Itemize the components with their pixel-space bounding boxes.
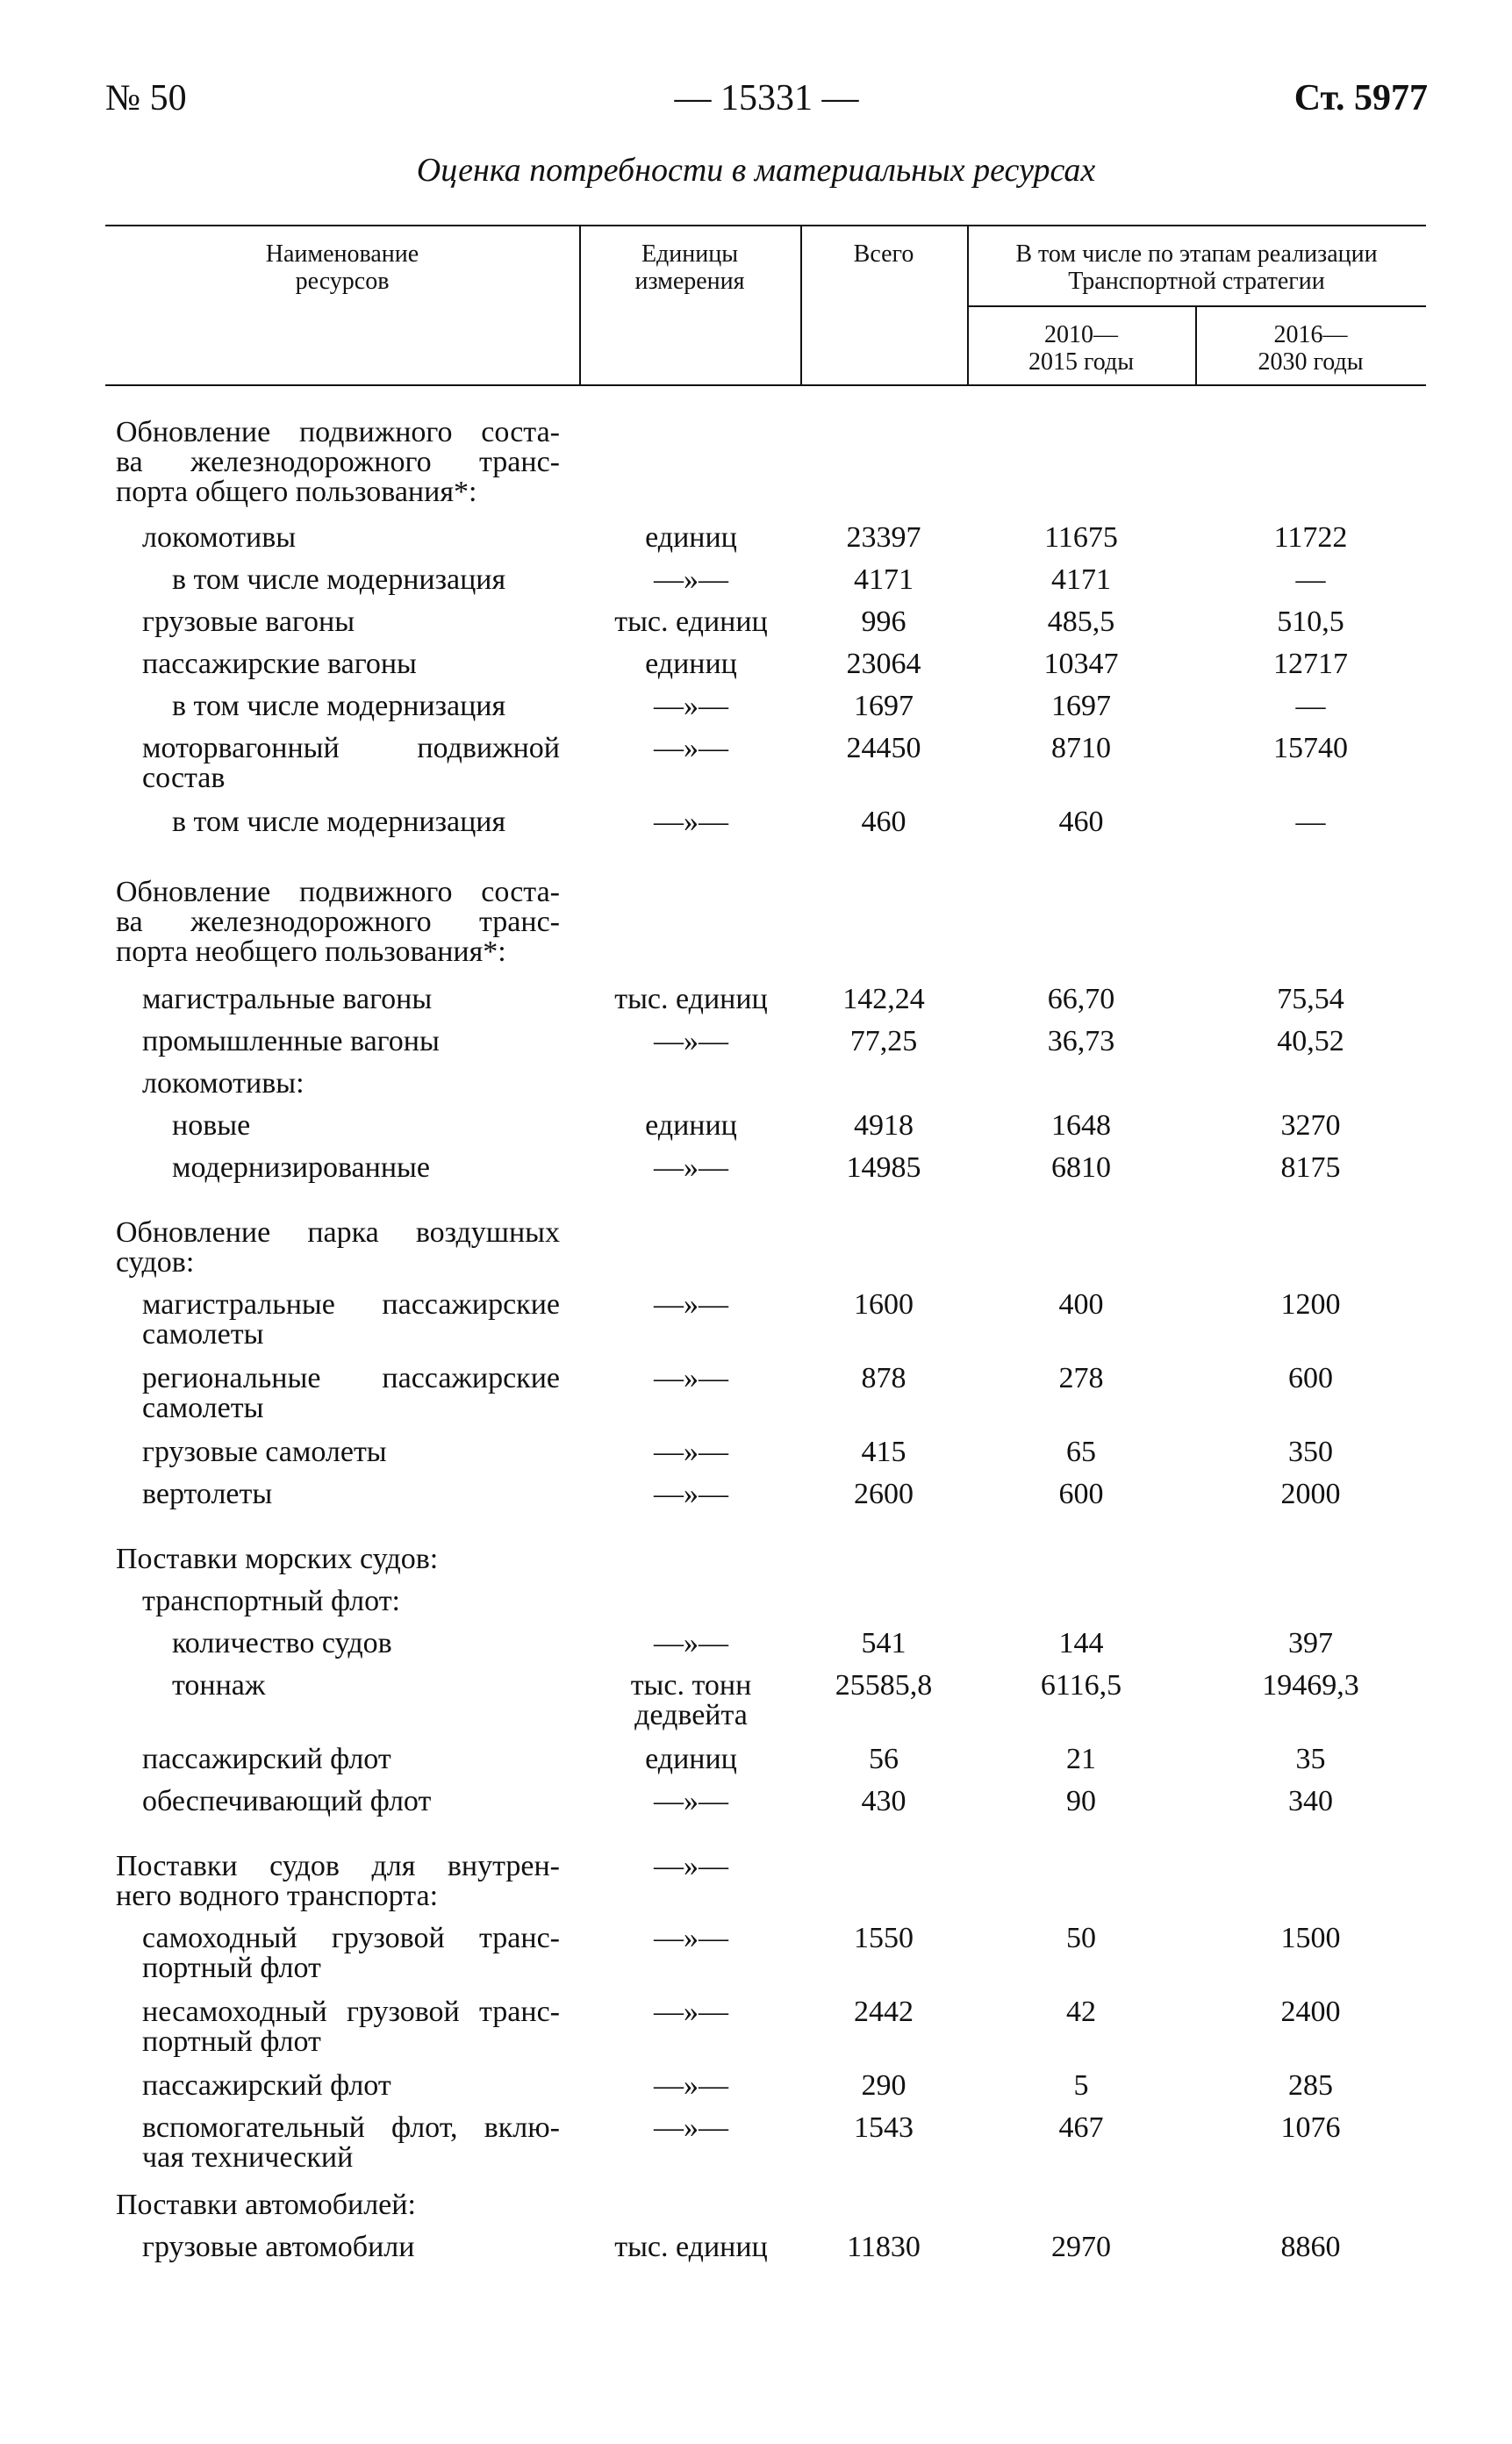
- total-cell: [800, 1671, 967, 1701]
- period-2010-2015-cell-line: 6116,5: [1040, 1669, 1122, 1702]
- total-cell-line: 4171: [854, 563, 914, 596]
- period-2010-2015-cell-line: 1697: [1051, 690, 1111, 722]
- resource-name: [142, 1290, 560, 1350]
- total-cell: [800, 1787, 967, 1817]
- unit-cell: [579, 1437, 803, 1467]
- resource-name-line: Поставки автомобилей:: [116, 2189, 416, 2221]
- total-cell-line: 1543: [854, 2111, 914, 2144]
- period-2016-2030-cell: [1195, 734, 1426, 763]
- resource-name: [142, 2071, 560, 2101]
- period-2016-2030-cell-line: 11722: [1273, 521, 1348, 554]
- resource-name: [172, 807, 560, 837]
- unit-cell-line: —»—: [654, 690, 728, 722]
- period-2016-2030-cell: [1195, 1364, 1426, 1394]
- page-number: — 15331 —: [674, 78, 859, 118]
- unit-cell: [579, 1364, 803, 1394]
- unit-cell: [579, 2233, 803, 2262]
- unit-cell-line: единиц: [645, 1109, 737, 1142]
- column-header-period-line: 2015 годы: [1028, 348, 1135, 376]
- period-2010-2015-cell-line: 144: [1058, 1627, 1104, 1659]
- total-cell: [800, 1364, 967, 1394]
- total-cell-line: 11830: [847, 2231, 921, 2263]
- resource-name: [172, 1111, 560, 1141]
- unit-cell: [579, 807, 803, 837]
- resource-name-line: грузовые самолеты: [142, 1436, 387, 1468]
- period-2016-2030-cell: [1195, 2233, 1426, 2262]
- resource-name-line: ва железнодорожного транс-: [116, 446, 560, 478]
- total-cell: [800, 807, 967, 837]
- period-2010-2015-cell-line: 36,73: [1047, 1025, 1115, 1057]
- unit-cell: [579, 1852, 803, 1881]
- resource-name: [142, 1924, 560, 1983]
- period-2010-2015-cell: [967, 1671, 1195, 1701]
- resource-name-line: региональные пассажирские: [142, 1362, 560, 1394]
- period-2010-2015-cell-line: 10347: [1043, 648, 1119, 680]
- total-cell-line: 24450: [846, 732, 921, 764]
- resource-name: [116, 1852, 560, 1911]
- period-2010-2015-cell: [967, 1629, 1195, 1659]
- total-cell: [800, 1629, 967, 1659]
- period-2010-2015-cell: [967, 1480, 1195, 1509]
- period-2016-2030-cell-line: 8175: [1280, 1151, 1341, 1184]
- resource-name-line: Обновление подвижного соста-: [116, 416, 560, 448]
- column-header-period-line: 2016—: [1273, 321, 1348, 348]
- resource-name: [172, 565, 560, 595]
- period-2010-2015-cell-line: 467: [1058, 2111, 1104, 2144]
- resource-name-line: моторвагонный подвижной: [142, 732, 560, 764]
- resource-name-line: пассажирский флот: [142, 2069, 391, 2102]
- resource-name-line: порта общего пользования*:: [116, 476, 477, 508]
- resource-name: [142, 523, 560, 553]
- unit-cell: [579, 1153, 803, 1183]
- period-2016-2030-cell-line: 75,54: [1277, 983, 1344, 1015]
- period-2010-2015-cell: [967, 607, 1195, 637]
- total-cell: [800, 1153, 967, 1183]
- resource-name: [142, 1787, 560, 1817]
- resource-name-line: грузовые автомобили: [142, 2231, 415, 2263]
- resource-name: [116, 2190, 560, 2220]
- period-2016-2030-cell-line: 35: [1295, 1743, 1326, 1775]
- period-2016-2030-cell: [1195, 1629, 1426, 1659]
- period-2016-2030-cell: [1195, 1671, 1426, 1701]
- period-2010-2015-cell: [967, 692, 1195, 721]
- resource-name-line: судов:: [116, 1246, 195, 1279]
- table-top-rule: [105, 225, 1426, 226]
- period-2010-2015-cell: [967, 807, 1195, 837]
- column-header-period-line: 2010—: [1044, 321, 1118, 348]
- resource-name-line: несамоходный грузовой транс-: [142, 1996, 560, 2028]
- total-cell-line: 23397: [846, 521, 921, 554]
- period-2010-2015-cell: [967, 1364, 1195, 1394]
- total-cell-line: 1550: [854, 1922, 914, 1954]
- period-2010-2015-cell-line: 50: [1066, 1922, 1096, 1954]
- resource-name: [142, 1069, 560, 1099]
- period-2016-2030-cell: [1195, 1153, 1426, 1183]
- column-header-period-line: 2030 годы: [1258, 348, 1364, 376]
- resource-name: [142, 1587, 560, 1616]
- period-2010-2015-cell: [967, 2113, 1195, 2143]
- total-cell-line: 4918: [854, 1109, 914, 1142]
- unit-cell: [579, 1671, 803, 1731]
- period-2016-2030-cell: [1195, 985, 1426, 1014]
- resource-name-line: магистральные вагоны: [142, 983, 433, 1015]
- resource-name-line: вертолеты: [142, 1478, 273, 1510]
- period-2010-2015-cell: [967, 1027, 1195, 1057]
- resource-name-line: Обновление подвижного соста-: [116, 876, 560, 908]
- unit-cell: [579, 692, 803, 721]
- period-2010-2015-cell: [967, 649, 1195, 679]
- total-cell-line: 415: [861, 1436, 906, 1468]
- resource-name-line: количество судов: [172, 1627, 392, 1659]
- period-2010-2015-cell: [967, 1437, 1195, 1467]
- column-header-stages: [967, 240, 1426, 295]
- resource-name: [142, 649, 560, 679]
- total-cell-line: 25585,8: [835, 1669, 933, 1702]
- total-cell: [800, 734, 967, 763]
- resource-name-line: в том числе модернизация: [172, 563, 506, 596]
- unit-cell: [579, 2113, 803, 2143]
- resource-name-line: самолеты: [142, 1318, 264, 1351]
- period-2016-2030-cell-line: 2000: [1280, 1478, 1341, 1510]
- period-2010-2015-cell-line: 42: [1066, 1996, 1096, 2028]
- total-cell-line: 996: [861, 606, 906, 638]
- unit-cell-line: —»—: [654, 1922, 728, 1954]
- period-2016-2030-cell-line: 12717: [1273, 648, 1348, 680]
- total-cell-line: 142,24: [842, 983, 925, 1015]
- period-2010-2015-cell: [967, 1997, 1195, 2027]
- resource-name-line: в том числе модернизация: [172, 690, 506, 722]
- unit-cell-line: —»—: [654, 1151, 728, 1184]
- period-2016-2030-cell-line: 285: [1288, 2069, 1333, 2102]
- period-2010-2015-cell: [967, 1111, 1195, 1141]
- period-2010-2015-cell-line: 11675: [1044, 521, 1118, 554]
- period-2010-2015-cell-line: 460: [1058, 806, 1104, 838]
- unit-cell-line: —»—: [654, 1478, 728, 1510]
- resource-name: [142, 1027, 560, 1057]
- resource-name: [142, 985, 560, 1014]
- total-cell: [800, 2071, 967, 2101]
- unit-cell: [579, 1997, 803, 2027]
- resource-name: [172, 1629, 560, 1659]
- resource-name-line: пассажирский флот: [142, 1743, 391, 1775]
- total-cell: [800, 2113, 967, 2143]
- resource-name-line: вспомогательный флот, вклю-: [142, 2111, 560, 2144]
- unit-cell: [579, 734, 803, 763]
- period-2016-2030-cell: [1195, 2113, 1426, 2143]
- total-cell: [800, 607, 967, 637]
- unit-cell-line: —»—: [654, 732, 728, 764]
- column-header-stages-line: В том числе по этапам реализации: [1015, 240, 1378, 268]
- total-cell: [800, 1924, 967, 1953]
- period-2010-2015-cell: [967, 2233, 1195, 2262]
- resource-name: [172, 692, 560, 721]
- resource-name-line: самолеты: [142, 1392, 264, 1424]
- period-2016-2030-cell: [1195, 1111, 1426, 1141]
- unit-cell-line: —»—: [654, 1785, 728, 1817]
- period-2010-2015-cell: [967, 1787, 1195, 1817]
- period-2016-2030-cell-line: —: [1295, 806, 1326, 838]
- period-2010-2015-cell-line: 4171: [1051, 563, 1111, 596]
- unit-cell: [579, 1111, 803, 1141]
- unit-cell: [579, 523, 803, 553]
- period-2016-2030-cell-line: 350: [1288, 1436, 1333, 1468]
- period-2016-2030-cell: [1195, 607, 1426, 637]
- period-2016-2030-cell-line: 340: [1288, 1785, 1333, 1817]
- document-title: Оценка потребности в материальных ресурсах: [416, 152, 1096, 189]
- resource-name: [142, 2233, 560, 2262]
- unit-cell-line: тыс. единиц: [614, 2231, 768, 2263]
- unit-cell: [579, 1629, 803, 1659]
- period-2010-2015-cell-line: 600: [1058, 1478, 1104, 1510]
- total-cell: [800, 2233, 967, 2262]
- period-2010-2015-cell-line: 66,70: [1047, 983, 1115, 1015]
- period-2010-2015-cell-line: 400: [1058, 1288, 1104, 1321]
- period-2010-2015-cell: [967, 523, 1195, 553]
- period-2010-2015-cell: [967, 1924, 1195, 1953]
- issue-number: № 50: [105, 78, 187, 118]
- period-2010-2015-cell-line: 8710: [1051, 732, 1111, 764]
- resource-name: [116, 1218, 560, 1278]
- total-cell: [800, 1290, 967, 1320]
- unit-cell-line: тыс. единиц: [614, 606, 768, 638]
- resource-name: [142, 734, 560, 793]
- resource-name: [142, 607, 560, 637]
- period-2010-2015-cell: [967, 985, 1195, 1014]
- period-2010-2015-cell-line: 21: [1066, 1743, 1096, 1775]
- unit-cell-line: —»—: [654, 2111, 728, 2144]
- total-cell-line: 1600: [854, 1288, 914, 1321]
- total-cell: [800, 985, 967, 1014]
- page-header: [105, 77, 1428, 130]
- resource-name: [172, 1671, 560, 1701]
- period-2010-2015-cell-line: 485,5: [1047, 606, 1115, 638]
- unit-cell-line: —»—: [654, 1362, 728, 1394]
- unit-cell-line: дедвейта: [634, 1699, 748, 1731]
- resource-name-line: грузовые вагоны: [142, 606, 355, 638]
- unit-cell-line: —»—: [654, 563, 728, 596]
- total-cell-line: 56: [869, 1743, 899, 1775]
- period-2016-2030-cell-line: 8860: [1280, 2231, 1341, 2263]
- period-2016-2030-cell: [1195, 692, 1426, 721]
- total-cell: [800, 1480, 967, 1509]
- period-2010-2015-cell-line: 6810: [1051, 1151, 1111, 1184]
- period-2016-2030-cell: [1195, 1290, 1426, 1320]
- total-cell: [800, 1745, 967, 1774]
- resource-name: [142, 2113, 560, 2173]
- total-cell-line: 460: [861, 806, 906, 838]
- period-2016-2030-cell-line: 19469,3: [1262, 1669, 1359, 1702]
- period-2016-2030-cell-line: 3270: [1280, 1109, 1341, 1142]
- unit-cell-line: единиц: [645, 1743, 737, 1775]
- total-cell: [800, 1111, 967, 1141]
- column-header-name-line: Наименование: [265, 240, 419, 268]
- resource-name: [142, 1745, 560, 1774]
- period-2010-2015-cell: [967, 1745, 1195, 1774]
- unit-cell: [579, 1787, 803, 1817]
- unit-cell-line: —»—: [654, 1436, 728, 1468]
- period-2010-2015-cell-line: 65: [1066, 1436, 1096, 1468]
- period-2016-2030-cell: [1195, 565, 1426, 595]
- period-2010-2015-cell-line: 2970: [1051, 2231, 1111, 2263]
- total-cell: [800, 649, 967, 679]
- resource-name-line: Поставки судов для внутрен-: [116, 1850, 560, 1882]
- period-2016-2030-cell: [1195, 807, 1426, 837]
- unit-cell-line: единиц: [645, 648, 737, 680]
- period-2016-2030-cell: [1195, 1027, 1426, 1057]
- period-2010-2015-cell: [967, 565, 1195, 595]
- resource-name: [142, 1480, 560, 1509]
- total-cell-line: 23064: [846, 648, 921, 680]
- total-cell: [800, 692, 967, 721]
- resource-name-line: модернизированные: [172, 1151, 430, 1184]
- resource-name-line: Поставки морских судов:: [116, 1543, 439, 1575]
- unit-cell: [579, 2071, 803, 2101]
- resource-name-line: Обновление парка воздушных: [116, 1216, 560, 1249]
- resource-name-line: промышленные вагоны: [142, 1025, 440, 1057]
- resource-name: [142, 1437, 560, 1467]
- period-2010-2015-cell: [967, 734, 1195, 763]
- period-2016-2030-cell-line: 1076: [1280, 2111, 1341, 2144]
- resource-name-line: тоннаж: [172, 1669, 266, 1702]
- total-cell: [800, 565, 967, 595]
- resource-name-line: транспортный флот:: [142, 1585, 400, 1617]
- period-2016-2030-cell: [1195, 1924, 1426, 1953]
- article-number: Ст. 5977: [1293, 78, 1428, 118]
- unit-cell: [579, 607, 803, 637]
- total-cell-line: 1697: [854, 690, 914, 722]
- table-header-bottom-rule: [105, 384, 1426, 386]
- total-cell: [800, 1437, 967, 1467]
- period-2010-2015-cell-line: 5: [1073, 2069, 1089, 2102]
- resource-name-line: ва железнодорожного транс-: [116, 906, 560, 938]
- resource-name-line: порта необщего пользования*:: [116, 935, 506, 968]
- total-cell-line: 878: [861, 1362, 906, 1394]
- unit-cell-line: тыс. тонн: [630, 1669, 752, 1702]
- resource-name-line: в том числе модернизация: [172, 806, 506, 838]
- period-2016-2030-cell-line: 510,5: [1277, 606, 1344, 638]
- resource-name: [116, 418, 560, 507]
- total-cell-line: 430: [861, 1785, 906, 1817]
- period-2016-2030-cell-line: 600: [1288, 1362, 1333, 1394]
- period-2016-2030-cell-line: 1200: [1280, 1288, 1341, 1321]
- unit-cell-line: —»—: [654, 1627, 728, 1659]
- period-2010-2015-cell-line: 1648: [1051, 1109, 1111, 1142]
- unit-cell: [579, 1027, 803, 1057]
- total-cell-line: 14985: [846, 1151, 921, 1184]
- period-2016-2030-cell: [1195, 523, 1426, 553]
- column-header-total: Всего: [853, 240, 914, 268]
- total-cell: [800, 1997, 967, 2027]
- unit-cell: [579, 1924, 803, 1953]
- unit-cell: [579, 565, 803, 595]
- resource-name-line: обеспечивающий флот: [142, 1785, 432, 1817]
- unit-cell: [579, 1290, 803, 1320]
- period-2016-2030-cell: [1195, 1997, 1426, 2027]
- column-header-unit-line: измерения: [634, 268, 745, 295]
- period-2016-2030-cell-line: 2400: [1280, 1996, 1341, 2028]
- period-2010-2015-cell-line: 278: [1058, 1362, 1104, 1394]
- unit-cell-line: —»—: [654, 1996, 728, 2028]
- column-header-stages-line: Транспортной стратегии: [1068, 268, 1325, 295]
- unit-cell-line: —»—: [654, 806, 728, 838]
- resource-name: [142, 1997, 560, 2057]
- resource-name-line: магистральные пассажирские: [142, 1288, 560, 1321]
- resource-name: [116, 878, 560, 967]
- period-2016-2030-cell-line: —: [1295, 690, 1326, 722]
- resource-name: [172, 1153, 560, 1183]
- period-2010-2015-cell: [967, 1290, 1195, 1320]
- period-2016-2030-cell: [1195, 649, 1426, 679]
- unit-cell-line: —»—: [654, 2069, 728, 2102]
- period-2016-2030-cell: [1195, 1437, 1426, 1467]
- period-2016-2030-cell: [1195, 2071, 1426, 2101]
- unit-cell: [579, 985, 803, 1014]
- period-2016-2030-cell: [1195, 1745, 1426, 1774]
- column-header-period-2010-2015: [967, 321, 1195, 376]
- column-header-name-line: ресурсов: [295, 268, 390, 295]
- resource-name-line: него водного транспорта:: [116, 1880, 439, 1912]
- resource-name: [142, 1364, 560, 1423]
- period-2016-2030-cell-line: 15740: [1273, 732, 1348, 764]
- period-2016-2030-cell-line: —: [1295, 563, 1326, 596]
- resource-name-line: пассажирские вагоны: [142, 648, 417, 680]
- unit-cell-line: единиц: [645, 521, 737, 554]
- column-header-unit: [579, 240, 800, 295]
- unit-cell: [579, 1745, 803, 1774]
- total-cell: [800, 1027, 967, 1057]
- resource-name-line: новые: [172, 1109, 251, 1142]
- unit-cell: [579, 649, 803, 679]
- column-header-unit-line: Единицы: [641, 240, 739, 268]
- period-2016-2030-cell: [1195, 1787, 1426, 1817]
- unit-cell-line: —»—: [654, 1025, 728, 1057]
- resource-name-line: локомотивы: [142, 521, 297, 554]
- resource-name-line: локомотивы:: [142, 1067, 305, 1100]
- unit-cell-line: —»—: [654, 1288, 728, 1321]
- resource-name-line: самоходный грузовой транс-: [142, 1922, 560, 1954]
- period-2016-2030-cell-line: 397: [1288, 1627, 1333, 1659]
- period-2010-2015-cell-line: 90: [1066, 1785, 1096, 1817]
- resource-name-line: портный флот: [142, 1952, 321, 1984]
- period-2016-2030-cell: [1195, 1480, 1426, 1509]
- resource-name-line: чая технический: [142, 2141, 354, 2174]
- column-header-name: [105, 240, 579, 295]
- period-2016-2030-cell-line: 40,52: [1277, 1025, 1344, 1057]
- total-cell: [800, 523, 967, 553]
- resource-name-line: портный флот: [142, 2025, 321, 2058]
- total-cell-line: 541: [861, 1627, 906, 1659]
- resource-name: [116, 1545, 560, 1574]
- unit-cell-line: —»—: [654, 1850, 728, 1882]
- period-2010-2015-cell: [967, 2071, 1195, 2101]
- resource-name-line: состав: [142, 762, 226, 794]
- total-cell-line: 2600: [854, 1478, 914, 1510]
- total-cell-line: 77,25: [849, 1025, 918, 1057]
- total-cell-line: 290: [861, 2069, 906, 2102]
- unit-cell-line: тыс. единиц: [614, 983, 768, 1015]
- period-2010-2015-cell: [967, 1153, 1195, 1183]
- period-2016-2030-cell-line: 1500: [1280, 1922, 1341, 1954]
- total-cell-line: 2442: [854, 1996, 914, 2028]
- column-header-period-2016-2030: [1195, 321, 1426, 376]
- unit-cell: [579, 1480, 803, 1509]
